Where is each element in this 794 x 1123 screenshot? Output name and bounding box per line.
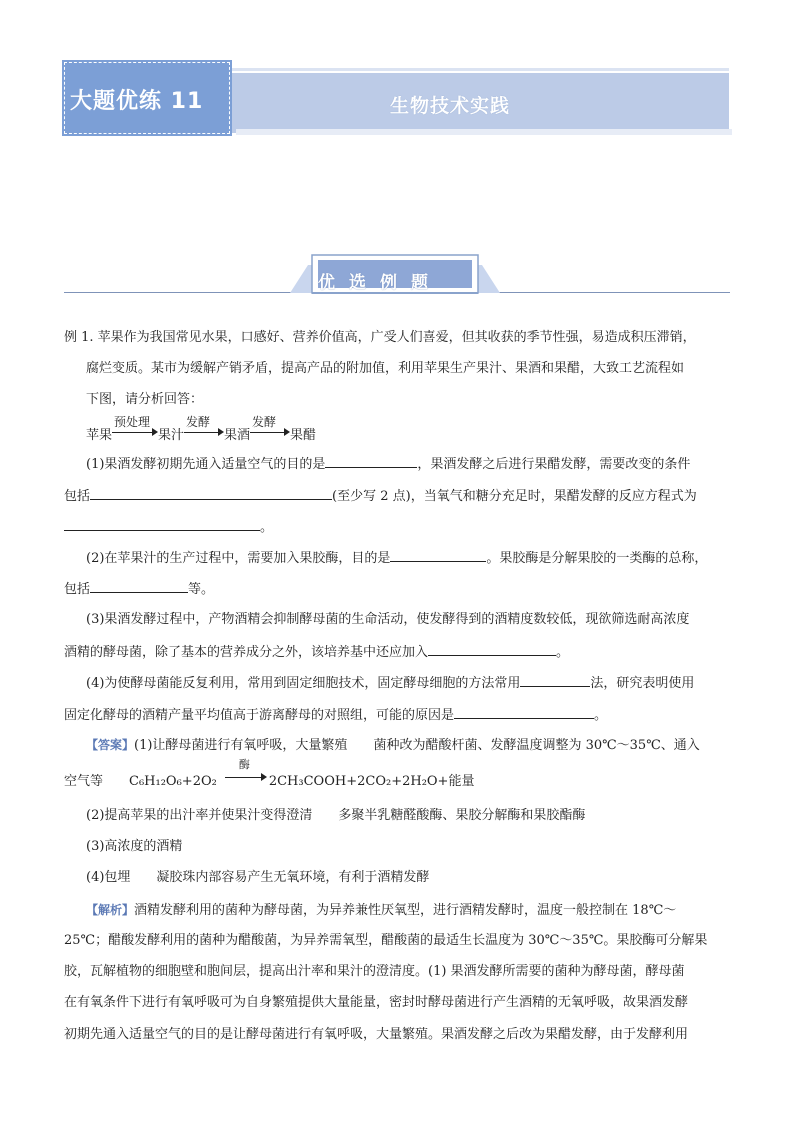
answer-4-part-b: 凝胶珠内部容易产生无氧环境，有利于酒精发酵	[156, 870, 430, 885]
q4-blank-2[interactable]	[454, 706, 594, 719]
analysis-line-4: 在有氧条件下进行有氧呼吸可为自身繁殖提供大量能量，密封时酵母菌进行产生酒精的无氧呼吸，故果酒发酵	[64, 995, 689, 1010]
q3-text-c: 。	[556, 645, 570, 660]
q1-text-c: 包括	[64, 489, 91, 504]
question-line-2: 腐烂变质。某市为缓解产销矛盾，提高产品的附加值，利用苹果生产果汁、果酒和果醋，大致工艺流程如	[86, 361, 685, 376]
flow-arrow-2	[184, 415, 224, 439]
q2-blank-2[interactable]	[90, 580, 188, 593]
q4-text-d: 。	[594, 708, 608, 723]
flow-step-juice: 果汁	[158, 428, 185, 443]
question-1-line-3	[64, 518, 273, 536]
question-2-line-1	[86, 549, 707, 567]
flow-arrow-3-label: 发酵	[252, 415, 277, 429]
flow-step-vinegar: 果醋	[290, 428, 317, 443]
q1-text-a: (1)果酒发酵初期先通入适量空气的目的是	[86, 457, 326, 472]
section-title: 优选例题	[318, 273, 442, 293]
analysis-text-1: 酒精发酵利用的菌种为酵母菌，为异养兼性厌氧型，进行酒精发酵时，温度一般控制在 18℃～	[134, 903, 677, 918]
q3-blank-1[interactable]	[428, 643, 556, 656]
header-strip-top-line	[231, 68, 729, 71]
header-strip-shadow	[236, 129, 732, 135]
q4-blank-1[interactable]	[520, 674, 590, 687]
question-1-line-2	[64, 487, 697, 505]
q2-text-b: 。果胶酶是分解果胶的一类酶的总称，	[486, 551, 708, 566]
question-4-line-2	[64, 706, 607, 724]
q3-text-b: 酒精的酵母菌，除了基本的营养成分之外，该培养基中还应加入	[64, 645, 429, 660]
equation-products: 2CH₃COOH+2CO₂+2H₂O+能量	[268, 774, 475, 789]
question-4-line-1	[86, 674, 694, 692]
answer-line-1	[86, 737, 700, 754]
q1-blank-1[interactable]	[325, 455, 417, 468]
q4-text-b: 法，研究表明使用	[590, 676, 695, 691]
answer-line-4: (3)高浓度的酒精	[86, 839, 183, 854]
answer-1-part-a: (1)让酵母菌进行有氧呼吸，大量繁殖	[134, 738, 348, 753]
question-line-1: 例 1. 苹果作为我国常见水果，口感好、营养价值高，广受人们喜爱，但其收获的季节性强，易造成积压滞销，	[64, 330, 696, 345]
flow-arrow-1-label: 预处理	[114, 415, 151, 429]
analysis-line-3: 胶，瓦解植物的细胞壁和胞间层，提高出汁率和果汁的澄清度。(1) 果酒发酵所需要的菌种为酵母菌，酵母菌	[64, 964, 685, 979]
q1-blank-3[interactable]	[64, 518, 260, 531]
answer-label: 【答案】	[86, 738, 135, 752]
q1-text-e: 。	[260, 520, 274, 535]
analysis-line-1	[86, 902, 676, 919]
q1-text-d: (至少写 2 点)，当氧气和糖分充足时，果醋发酵的反应方程式为	[332, 489, 697, 504]
answer-2-part-a: (2)提高苹果的出汁率并使果汁变得澄清	[86, 808, 313, 823]
question-line-3: 下图，请分析回答：	[86, 392, 204, 407]
answer-2-part-b: 多聚半乳糖醛酸酶、果胶分解酶和果胶酯酶	[338, 808, 586, 823]
header-left-title: 大题优练 11	[70, 89, 204, 114]
q2-text-a: (2)在苹果汁的生产过程中，需要加入果胶酶，目的是	[86, 551, 391, 566]
answer-1-part-b: 菌种改为醋酸杆菌、发酵温度调整为 30℃～35℃、通入	[373, 738, 700, 753]
analysis-line-2: 25℃；醋酸发酵利用的菌种为醋酸菌，为异养需氧型，醋酸菌的最适生长温度为 30℃～35℃。果胶酶可分解果	[64, 933, 708, 948]
flow-step-wine: 果酒	[224, 428, 251, 443]
equation-reactants: C₆H₁₂O₆+2O₂	[129, 774, 217, 789]
answer-line-5	[86, 870, 429, 886]
answer-line-2	[64, 758, 475, 790]
process-flow	[86, 415, 317, 444]
q4-text-c: 固定化酵母的酒精产量平均值高于游离酵母的对照组，可能的原因是	[64, 708, 455, 723]
q1-text-b: ，果酒发酵之后进行果醋发酵，需要改变的条件	[417, 457, 691, 472]
flow-arrow-3	[250, 415, 290, 439]
q4-text-a: (4)为使酵母菌能反复利用，常用到固定细胞技术，固定酵母细胞的方法常用	[86, 676, 521, 691]
equation-condition: 酶	[238, 758, 250, 771]
answer-4-part-a: (4)包埋	[86, 870, 131, 885]
question-1-line-1	[86, 455, 690, 473]
equation-arrow	[225, 758, 269, 785]
header-right-title: 生物技术实践	[390, 95, 511, 117]
q1-blank-2[interactable]	[90, 487, 332, 500]
answer-line-3	[86, 808, 585, 824]
question-3-line-1: (3)果酒发酵过程中，产物酒精会抑制酵母菌的生命活动，使发酵得到的酒精度数较低，现欲筛选耐高浓度	[86, 612, 690, 627]
question-2-line-2	[64, 580, 214, 598]
analysis-label: 【解析】	[86, 903, 135, 917]
analysis-line-5: 初期先通入适量空气的目的是让酵母菌进行有氧呼吸，大量繁殖。果酒发酵之后改为果醋发酵，由于发酵利用	[64, 1027, 689, 1042]
q2-blank-1[interactable]	[390, 549, 486, 562]
q2-text-c: 包括	[64, 582, 91, 597]
q2-text-d: 等。	[188, 582, 215, 597]
flow-arrow-1	[112, 415, 158, 439]
flow-step-apple: 苹果	[86, 428, 113, 443]
flow-arrow-2-label: 发酵	[186, 415, 211, 429]
question-3-line-2	[64, 643, 569, 661]
answer-1-part-c: 空气等	[64, 774, 104, 789]
